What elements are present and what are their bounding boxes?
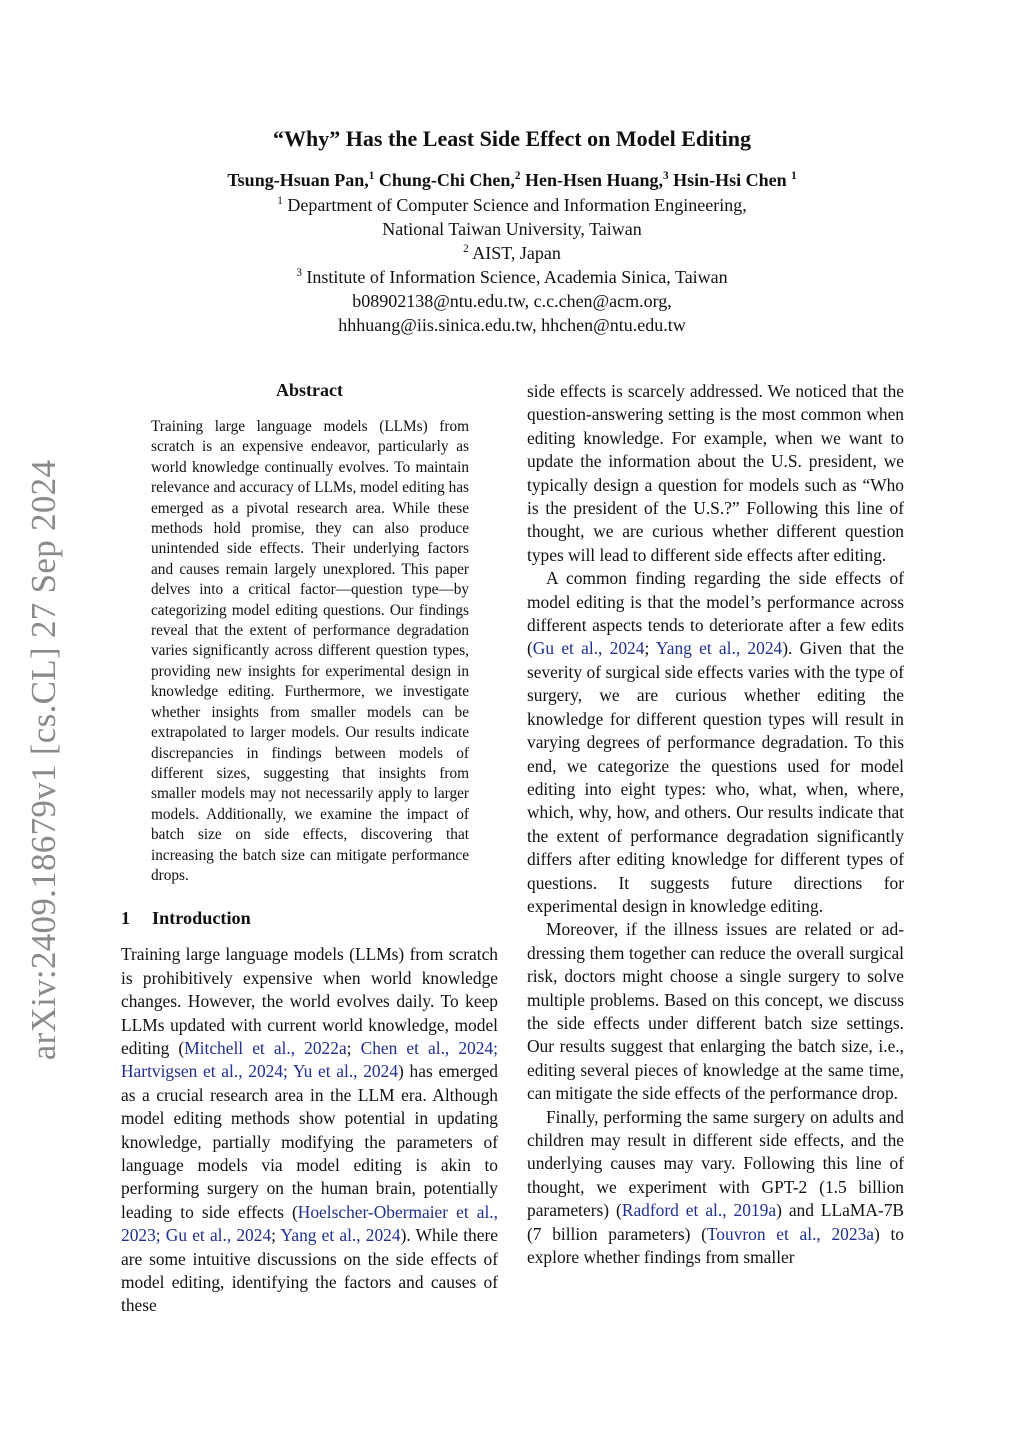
intro-paragraph-3: Moreover, if the illness issues are related or addressing them together can reduce the overall surgical risk, doctors might choose a single surgery to solve multiple problems. Based on this concept, we discuss the side effects under different batch size settings. Our results suggest that enlarging the batch size, i.e., editing several pieces of knowledge at the same time, can mitigate the side effects of the performance drop.	[527, 919, 904, 1104]
citation-link[interactable]: Yang et al., 2024	[655, 638, 783, 659]
paragraph-text: Finally, performing the same surgery on adults and children may result in different side effects, and the underlying causes may vary. Following this line of thought, we experiment with GPT-2 (1.5 billion parameters) (	[527, 1106, 904, 1221]
citation-link[interactable]: Chen et al., 2024; Hartvigsen et al., 2024; Yu et al., 2024	[121, 1037, 498, 1082]
affiliation-2	[0, 241, 1024, 265]
paragraph-text: ) to explore whether findings from smaller	[527, 1223, 905, 1268]
citation-separator: ;	[644, 638, 656, 659]
affiliation-1-continued: National Taiwan University, Taiwan	[382, 219, 642, 239]
affiliation-mark: 2	[463, 243, 469, 255]
paragraph-text: ) has emerged as a crucial research area in the LLM era. Although model editing methods show potential in updating knowledge, partially modifying the parameters of language models via model editing is akin to performing surgery on the human brain, potentially leading to side effects (	[121, 1061, 498, 1222]
paper-header	[0, 126, 1024, 337]
author-affiliation-mark: 1	[368, 170, 375, 182]
abstract-text: Training large language models (LLMs) from scratch is an expensive endeavor, particularly as world knowledge continually evolves. To maintain relevance and accuracy of LLMs, model editing has emerged as a pivotal research area. While these methods hold promise, they can also produce unintended side effects. Their underlying factors and causes remain largely unexplored. This paper delves into a critical factor—question type—by categorizing model editing questions. Our findings reveal that the extent of performance degradation varies significantly across different question types, providing new insights for experimental design in knowledge editing. Furthermore, we investigate whether insights from smaller models can be extrapolated to larger models. Our results indicate discrepancies in findings between models of different sizes, suggesting that insights from smaller models may not necessarily apply to larger models. Additionally, we examine the impact of batch size on side effects, discovering that increasing the batch size can mitigate performance drops.	[151, 418, 469, 884]
affiliation-mark: 3	[296, 267, 302, 279]
author-name: Chung-Chi Chen,	[378, 170, 515, 190]
author-list	[0, 170, 1024, 191]
author-affiliation-mark: 3	[662, 170, 669, 182]
arxiv-identifier-stamp: arXiv:2409.18679v1 [cs.CL] 27 Sep 2024	[24, 459, 63, 1061]
abstract-heading: Abstract	[276, 380, 343, 400]
affiliation-1	[0, 193, 1024, 217]
paragraph-text: ) and LLaMA-7B (7 billion parameters) (	[527, 1200, 904, 1244]
intro-paragraph-1-continued: side effects is scarcely addressed. We noticed that the question-answering setting is the most common when editing knowledge. For example, when we want to update the information about the U.S. president, we typically design a question for models such as “Who is the president of the U.S.?” Following this line of thought, we are curious whether different question types will lead to different side effects after editing.	[527, 381, 904, 565]
paragraph-text: Training large language models (LLMs) from scratch is prohibitively expensive when world knowledge changes. However, the world evolves daily. To keep LLMs updated with current world knowledge, model editing (	[121, 944, 498, 1058]
citation-link[interactable]: Hoelscher-Obermaier et al., 2023; Gu et al., 2024	[121, 1201, 498, 1246]
author-name: Hen-Hsen Huang,	[524, 170, 663, 190]
right-column	[527, 380, 904, 1269]
section-number: 1	[121, 908, 131, 929]
paragraph-text: A common finding regarding the side effects of model editing is that the model’s performance across different aspects tends to deteriorate after a few edits (	[527, 568, 904, 659]
intro-paragraph-2	[527, 567, 904, 918]
affiliation-text: AIST, Japan	[472, 243, 561, 263]
author-name: Hsin-Hsi Chen	[673, 170, 787, 190]
citation-link[interactable]: Gu et al., 2024	[532, 638, 645, 659]
citation-separator: ;	[271, 1225, 281, 1246]
citation-link[interactable]: Touvron et al., 2023a	[706, 1223, 874, 1244]
paragraph-text: ). While there are some intuitive discussions on the side effects of model editing, identifying the factors and causes of these	[121, 1225, 498, 1316]
section-heading-introduction	[121, 908, 498, 929]
author-emails: b08902138@ntu.edu.tw, c.c.chen@acm.org,	[352, 291, 672, 311]
author-name: Tsung-Hsuan Pan,	[227, 170, 369, 190]
citation-link[interactable]: Radford et al., 2019a	[621, 1200, 777, 1221]
citation-link[interactable]: Yang et al., 2024	[280, 1225, 401, 1246]
citation-separator: ;	[346, 1037, 361, 1058]
author-affiliation-mark: 1	[791, 170, 797, 182]
intro-paragraph-1	[121, 943, 498, 1318]
left-column	[121, 380, 498, 1318]
section-title: Introduction	[152, 908, 251, 929]
affiliation-mark: 1	[277, 195, 283, 207]
affiliation-text: Institute of Information Science, Academia Sinica, Taiwan	[306, 267, 728, 287]
intro-paragraph-4	[527, 1106, 904, 1270]
paper-title: “Why” Has the Least Side Effect on Model Editing	[273, 126, 751, 151]
affiliation-3	[0, 265, 1024, 289]
paragraph-text: ). Given that the severity of surgical side effects varies with the type of surgery, we are curious whether editing the knowledge for different question types will result in varying degrees of performance degradation. To this end, we categorize the questions used for model editing into eight types: who, what, when, where, which, why, how, and others. Our results indicate that the extent of performance degradation significantly differs after editing knowledge for different types of questions. It suggests future directions for experimental design in knowledge editing.	[527, 638, 904, 916]
author-affiliation-mark: 2	[514, 170, 521, 182]
citation-link[interactable]: Mitchell et al., 2022a	[184, 1037, 347, 1058]
author-emails-continued: hhhuang@iis.sinica.edu.tw, hhchen@ntu.edu.tw	[338, 315, 686, 335]
affiliation-text: Department of Computer Science and Information Engineering,	[287, 195, 747, 215]
